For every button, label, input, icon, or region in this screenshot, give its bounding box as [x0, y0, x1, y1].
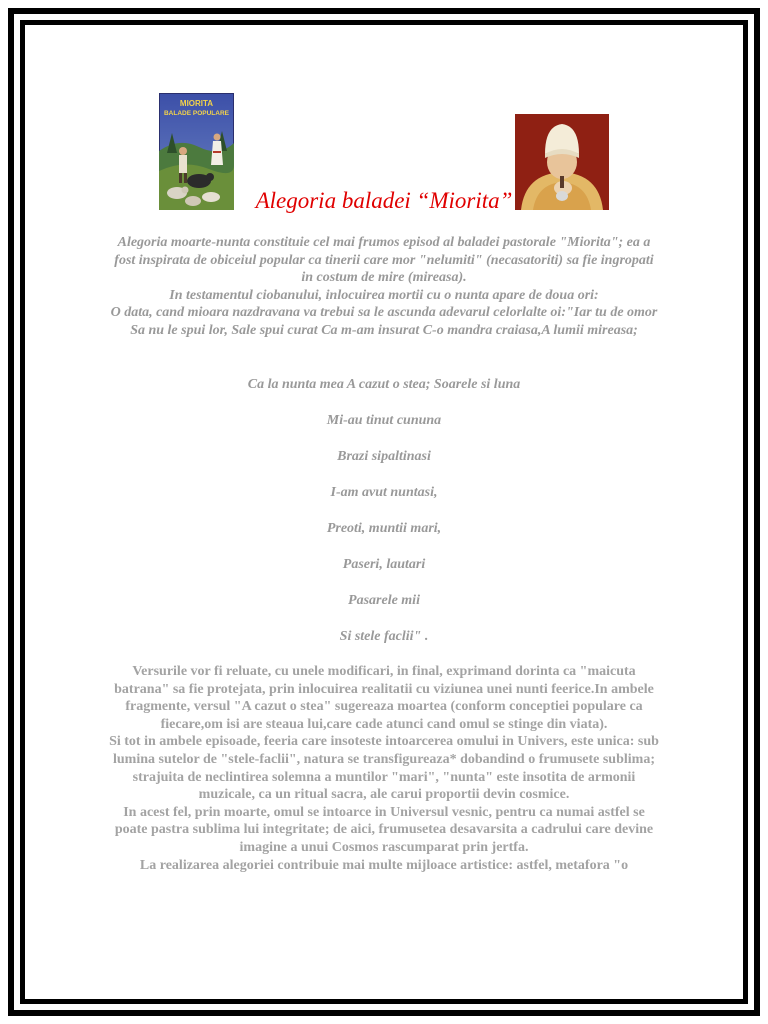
page-title: Alegoria baladei “Miorita”	[255, 188, 513, 213]
commentary-paragraph: In acest fel, prin moarte, omul se intoarce in Universul vesnic, pentru ca numai astfel se poate pastra sublima lui integritate; de aici, frumusetea desavarsita a cadrului care devine imagine a unui Cosmos rascumparat prin jertfa.	[114, 804, 654, 855]
book-cover-subtitle: BALADE POPULARE	[163, 110, 230, 117]
verse-line: Paseri, lautari	[342, 557, 426, 572]
verse-line: Brazi sipaltinasi	[337, 449, 431, 464]
verse-line: I-am avut nuntasi,	[330, 485, 438, 500]
commentary-paragraph: Si tot in ambele episoade, feeria care insoteste intoarcerea omului in Univers, este unica: sub lumina sutelor de "stele-faclii", natura se transfigureaza* dobandind o frumusete sublima; strajuita de neclintirea solemna a muntilor "mari", "nunta" este insotita de armonii muzicale, ca un ritual sacra, ale carui proportii devin cosmice.	[109, 734, 659, 803]
commentary-paragraph: La realizarea alegoriei contribuie mai multe mijloace artistice: astfel, metafora "o	[139, 857, 629, 873]
commentary-paragraph: Versurile vor fi reluate, cu unele modificari, in final, exprimand dorinta ca "maicuta batrana" sa fie protejata, prin inlocuirea realitatii cu viziunea unei nunti feerice.In ambele fragmente, versul "A cazut o stea" sugereaza moartea (conform conceptiei populare ca fiecare,om isi are steaua lui,care cade atunci cand omul se stinge din viata).	[114, 664, 654, 732]
intro-line: Alegoria moarte-nunta constituie cel mai frumos episod al baladei pastorale "Miorita"; ea a fost inspirata de obiceiul popular ca tinerii care mor "nelumiti" (necasatoriti) sa fie ingropati in costum de mire (mireasa).	[114, 235, 654, 286]
commentary-text	[108, 663, 660, 874]
verse-line: Mi-au tinut cununa	[326, 413, 442, 428]
intro-line: O data, cand mioara nazdravana va trebui sa le ascunda adevarul celorlalte oi:"Iar tu de omor Sa nu le spui lor, Sale spui curat Ca m-am insurat C-o mandra craiasa,A lumii mireasa;	[110, 305, 658, 338]
intro-line: In testamentul ciobanului, inlocuirea mortii cu o nunta apare de doua ori:	[169, 287, 599, 303]
book-cover-title: MIORITA	[179, 99, 214, 108]
verse-line: Ca la nunta mea A cazut o stea; Soarele si luna	[247, 377, 521, 392]
intro-paragraph	[110, 234, 658, 340]
verse-line: Pasarele mii	[348, 593, 420, 608]
verse-line: Preoti, muntii mari,	[326, 521, 442, 536]
verse-line: Si stele faclii" .	[339, 629, 429, 644]
